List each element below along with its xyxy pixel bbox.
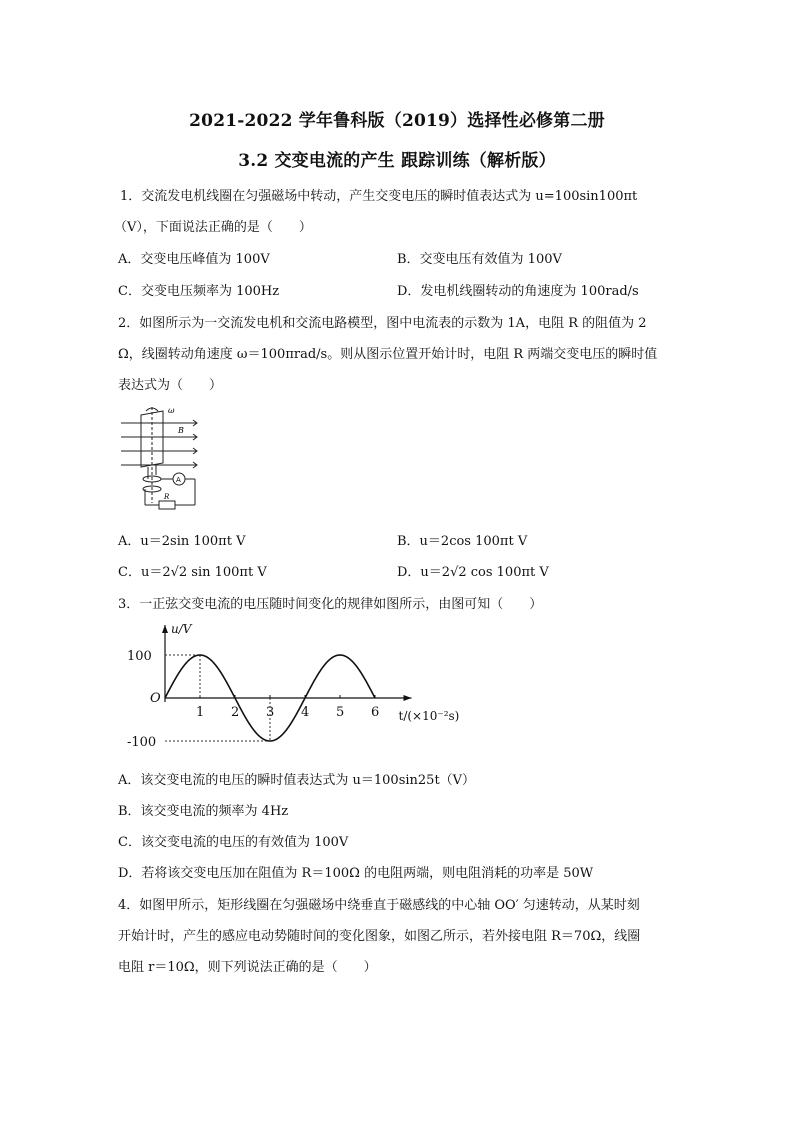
x-tick-label: 6 (371, 705, 380, 720)
q1-option-d: D．发电机线圈转动的角速度为 100rad/s (397, 284, 639, 299)
q1-option-c: C．交变电压频率为 100Hz (118, 284, 280, 299)
resistor-label: R (164, 493, 170, 501)
y-axis-arrow (162, 625, 168, 633)
q3-option-b: B．该交变电流的频率为 4Hz (118, 804, 289, 819)
x-axis-arrow (404, 695, 412, 701)
q2-stem-line-3: 表达式为（ ） (118, 378, 223, 393)
q4-stem-line-1: 4．如图甲所示，矩形线圈在匀强磁场中绕垂直于磁感线的中心轴 OO′ 匀速转动，从某时刻 (118, 898, 640, 913)
q2-option-c: C．u＝2√2 sin 100πt V (118, 565, 267, 580)
q3-option-d: D．若将该交变电压加在阻值为 R＝100Ω 的电阻两端，则电阻消耗的功率是 50W (118, 866, 594, 881)
q1-stem-line-2: （V），下面说法正确的是（ ） (114, 220, 312, 235)
q3-option-a: A．该交变电流的电压的瞬时值表达式为 u＝100sin25t（V） (118, 773, 476, 788)
q2-stem-line-1: 2．如图所示为一交流发电机和交流电路模型，图中电流表的示数为 1A，电阻 R 的阻值为 2 (118, 316, 647, 331)
y-tick-label: 100 (127, 649, 152, 664)
x-axis-label: t/(×10⁻²s) (398, 709, 460, 723)
q2-option-a: A．u＝2sin 100πt V (118, 534, 246, 549)
q3-option-c: C．该交变电流的电压的有效值为 100V (118, 835, 349, 850)
y-axis-label: u/V (171, 622, 192, 636)
x-tick-label: 5 (336, 705, 345, 720)
title-line-1: 2021-2022 学年鲁科版（2019）选择性必修第二册 (189, 111, 605, 131)
title-line-2: 3.2 交变电流的产生 跟踪训练（解析版） (238, 151, 556, 171)
x-tick-label: 2 (231, 705, 240, 720)
q4-stem-line-2: 开始计时，产生的感应电动势随时间的变化图象，如图乙所示，若外接电阻 R＝70Ω，线圈 (118, 929, 641, 944)
q2-stem-line-2: Ω，线圈转动角速度 ω＝100πrad/s。则从图示位置开始计时，电阻 R 两端交变电压的瞬时值 (118, 347, 658, 362)
q4-stem-line-3: 电阻 r＝10Ω，则下列说法正确的是（ ） (118, 960, 377, 975)
y-tick-label: -100 (127, 735, 157, 750)
b-label: B (178, 426, 184, 435)
q2-option-d: D．u＝2√2 cos 100πt V (397, 565, 549, 580)
origin-label: O (150, 691, 161, 706)
omega-label: ω (168, 406, 175, 415)
q1-option-a: A．交变电压峰值为 100V (118, 252, 270, 267)
q1-stem-line-1: 1．交流发电机线圈在匀强磁场中转动，产生交变电压的瞬时值表达式为 u=100sin100πt (120, 189, 638, 204)
q2-option-b: B．u＝2cos 100πt V (397, 534, 528, 549)
x-tick-label: 4 (301, 705, 310, 720)
q1-option-b: B．交变电压有效值为 100V (397, 252, 562, 267)
x-tick-label: 3 (266, 705, 275, 720)
ammeter-label: A (176, 476, 181, 484)
x-tick-label: 1 (196, 705, 205, 720)
q3-stem-line-1: 3．一正弦交变电流的电压随时间变化的规律如图所示，由图可知（ ） (118, 597, 543, 612)
